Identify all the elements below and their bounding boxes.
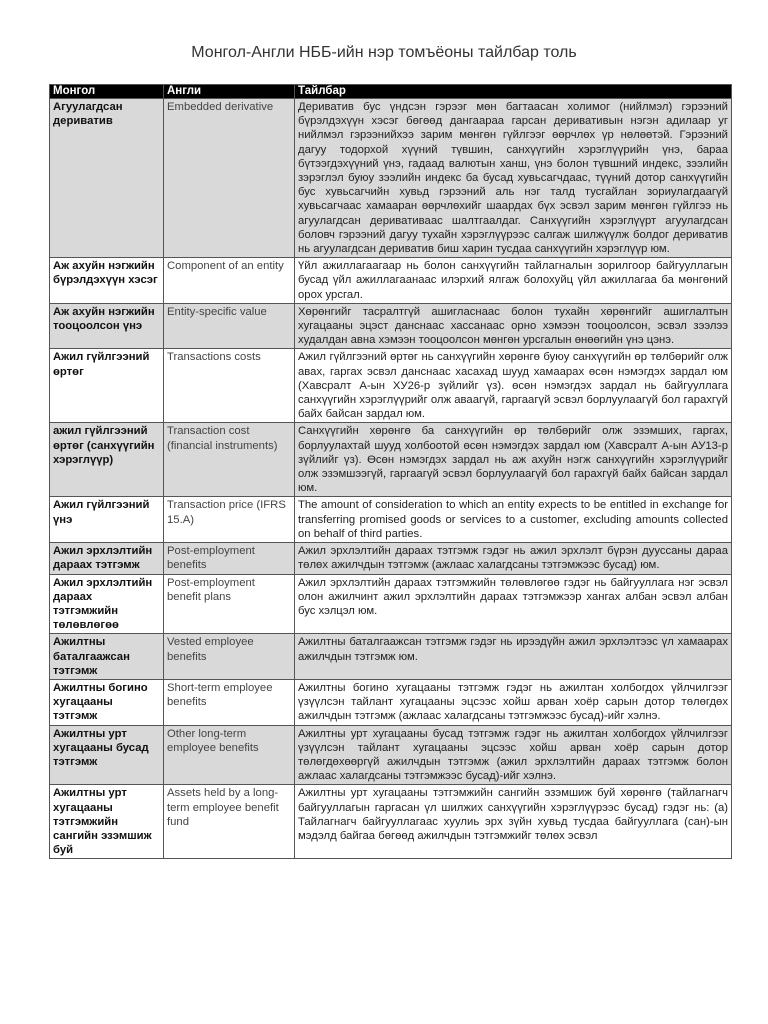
term-description: The amount of consideration to which an entity expects to be entitled in exchange for transferring promised goods or services to a customer, excluding amounts collected on behalf of third parties. [295,497,732,543]
term-description: Ажилтны урт хугацааны тэтгэмжийн сангийн эзэмшиж буй хөрөнгө (тайлагнагч байгууллагын гаргасан үл шилжих санхүүгийн хэрэглүүрээс бусад) гэдэг нь: (а) Тайлагнагч байгууллагаас хуулиь эрх зүйн хувьд тусдаа байгууллага (сан)-ын мэдэлд байгаа бөгөөд ажилчдын тэтгэмжийг төлөх эсвэл [295,785,732,859]
term-english: Embedded derivative [164,99,295,258]
term-description: Ажилтны богино хугацааны тэтгэмж гэдэг нь ажилтан холбогдох үйлчилгээг үзүүлсэн тайлант хугацааны эцсээс хойш арван хоёр сарын дотор төлөгдөх ажилчдын тэтгэмж (ажлаас халагдсаны тэтгэмжээс бусад)-ийг хэлнэ. [295,679,732,725]
term-description: Ажил эрхлэлтийн дараах тэтгэмж гэдэг нь ажил эрхлэлт бүрэн дууссаны дараа төлөх ажилчдын тэтгэмж (ажлаас халагдсаны тэтгэмжээс бусад) юм. [295,543,732,574]
term-mongolian: Ажилтны урт хугацааны тэтгэмжийн сангийн эзэмшиж буй [50,785,164,859]
term-description: Үйл ажиллагаагаар нь болон санхүүгийн тайлагналын зорилгоор байгууллагын бусад үйл ажиллагаанаас илэрхий ялгаж болохуйц үйл ажиллагаа ба мөнгөний орох урсгал. [295,258,732,304]
term-mongolian: Ажил эрхлэлтийн дараах тэтгэмжийн төлөвлөгөө [50,574,164,634]
term-description: Ажилтны урт хугацааны бусад тэтгэмж гэдэг нь ажилтан холбогдох үйлчилгээг үзүүлсэн тайлант хугацааны эцсээс хойш арван хоёр сарын дотор төлөгдөхөөргүй ажилчдын тэтгэмж (ажил эрхлэлтийн дараах тэтгэмж болон ажлаас халагдсаны тэтгэмжээс бусад)-ийг хэлнэ. [295,725,732,785]
term-english: Transaction cost (financial instruments) [164,423,295,497]
term-mongolian: ажил гүйлгээний өртөг (санхүүгийн хэрэглүүр) [50,423,164,497]
table-row [50,258,732,304]
term-english: Component of an entity [164,258,295,304]
term-english: Entity-specific value [164,303,295,349]
term-mongolian: Агуулагдсан дериватив [50,99,164,258]
column-header-description: Тайлбар [295,85,732,99]
glossary-table [49,84,732,859]
document-title: Монгол-Англи НББ-ийн нэр томъёоны тайлбар толь [191,44,577,61]
table-row [50,785,732,859]
term-english: Post-employment benefit plans [164,574,295,634]
table-row [50,679,732,725]
term-english: Other long-term employee benefits [164,725,295,785]
table-row [50,543,732,574]
table-row [50,725,732,785]
term-english: Transaction price (IFRS 15.A) [164,497,295,543]
term-english: Short-term employee benefits [164,679,295,725]
column-header-mongolian: Монгол [50,85,164,99]
table-row [50,497,732,543]
term-english: Assets held by a long-term employee benefit fund [164,785,295,859]
table-row [50,634,732,680]
term-english: Vested employee benefits [164,634,295,680]
term-mongolian: Ажилтны баталгаажсан тэтгэмж [50,634,164,680]
term-mongolian: Ажил гүйлгээний үнэ [50,497,164,543]
term-mongolian: Ажилтны урт хугацааны бусад тэтгэмж [50,725,164,785]
term-description: Ажил гүйлгээний өртөг нь санхүүгийн хөрөнгө буюу санхүүгийн өр төлбөрийг олж авах, гаргах эсвэл данснаас хасахад шууд хамаарах өсөн нэмэгдэх зардал юм (Хавсралт А-ын ХУ26-р зүйлийг үз). өсөн нэмэгдэх зардал нь байгууллага санхүүгийн хэрэглүүрийг олж аваагүй, гаргаагүй эсвэл борлуулаагүй бол гарахгүй байх байсан зардал юм. [295,349,732,423]
term-english: Transactions costs [164,349,295,423]
table-row [50,303,732,349]
table-row [50,423,732,497]
term-mongolian: Аж ахуйн нэгжийн тооцоолсон үнэ [50,303,164,349]
table-row [50,574,732,634]
term-english: Post-employment benefits [164,543,295,574]
term-description: Ажил эрхлэлтийн дараах тэтгэмжийн төлөвлөгөө гэдэг нь байгууллага нэг эсвэл олон ажилчинт ажил эрхлэлтийн дараах тэтгэмжээр хангах албан эсвэл албан бус хэлцэл юм. [295,574,732,634]
column-header-english: Англи [164,85,295,99]
table-header-row [50,85,732,99]
term-description: Дериватив бус үндсэн гэрээг мөн багтаасан холимог (нийлмэл) гэрээний бүрэлдэхүүн хэсэг бөгөөд дангаараа гарсан деривативын нэгэн адилаар уг нийлмэл гэрээнийхээ зарим мөнгөн гүйлгээг өөрчлөх үр нөлөөтэй. Гэрээний дагуу тодорхой хүүний түвшин, санхүүгийн хэрэглүүрийн үнэ, бараа бүтээгдэхүүний үнэ, гадаад валютын ханш, үнэ болон түвшний индекс, зээлийн зэрэглэл буюу зээлийн индекс ба бусад хувьсагчдаас, түүний дотор санхүүгийн бус хувьсагчийн хувьд гэрээний аль нэг талд тусгайлан зориулагдаагүй хувьсагчаас хамааран өөрчлөхийг шаардах бүх эсвэл зарим мөнгөн гүйлгээ нь агуулагдсан деривативаас шалтгаалдаг. Санхүүгийн хэрэглүүрт агуулагдсан боловч гэрээний дагуу тухайн хэрэглүүрээс салгаж шилжүүлж болдог дериватив нь агуулагдсан дериватив биш харин тусдаа санхүүгийн хэрэглүүр юм. [295,99,732,258]
table-row [50,99,732,258]
term-mongolian: Ажилтны богино хугацааны тэтгэмж [50,679,164,725]
term-mongolian: Ажил эрхлэлтийн дараах тэтгэмж [50,543,164,574]
term-description: Санхүүгийн хөрөнгө ба санхүүгийн өр төлбөрийг олж эзэмших, гаргах, борлуулахтай шууд холбоотой өсөн нэмэгдэх зардал юм (Хавсралт А-ын АУ13-р зүйлийг үз). Өсөн нэмэгдэх зардал нь аж ахуйн нэгж санхүүгийн хэрэглүүрийг олж эзэмшээгүй, гаргаагүй эсвэл борлуулаагүй бол гарахгүй байх байсан зардал юм. [295,423,732,497]
table-row [50,349,732,423]
term-mongolian: Аж ахуйн нэгжийн бүрэлдэхүүн хэсэг [50,258,164,304]
term-description: Хөрөнгийг тасралтгүй ашигласнаас болон тухайн хөрөнгийг ашиглалтын хугацааны эцэст данснаас хассанаас орно хэмээн тооцоолсон, эсвэл зээлээ худалдан авна хэмээн тооцоолсон мөнгөн урсгалын өнөөгийн үнэ цэнэ. [295,303,732,349]
term-description: Ажилтны баталгаажсан тэтгэмж гэдэг нь ирээдүйн ажил эрхлэлтээс үл хамаарах ажилчдын тэтгэмж юм. [295,634,732,680]
term-mongolian: Ажил гүйлгээний өртөг [50,349,164,423]
